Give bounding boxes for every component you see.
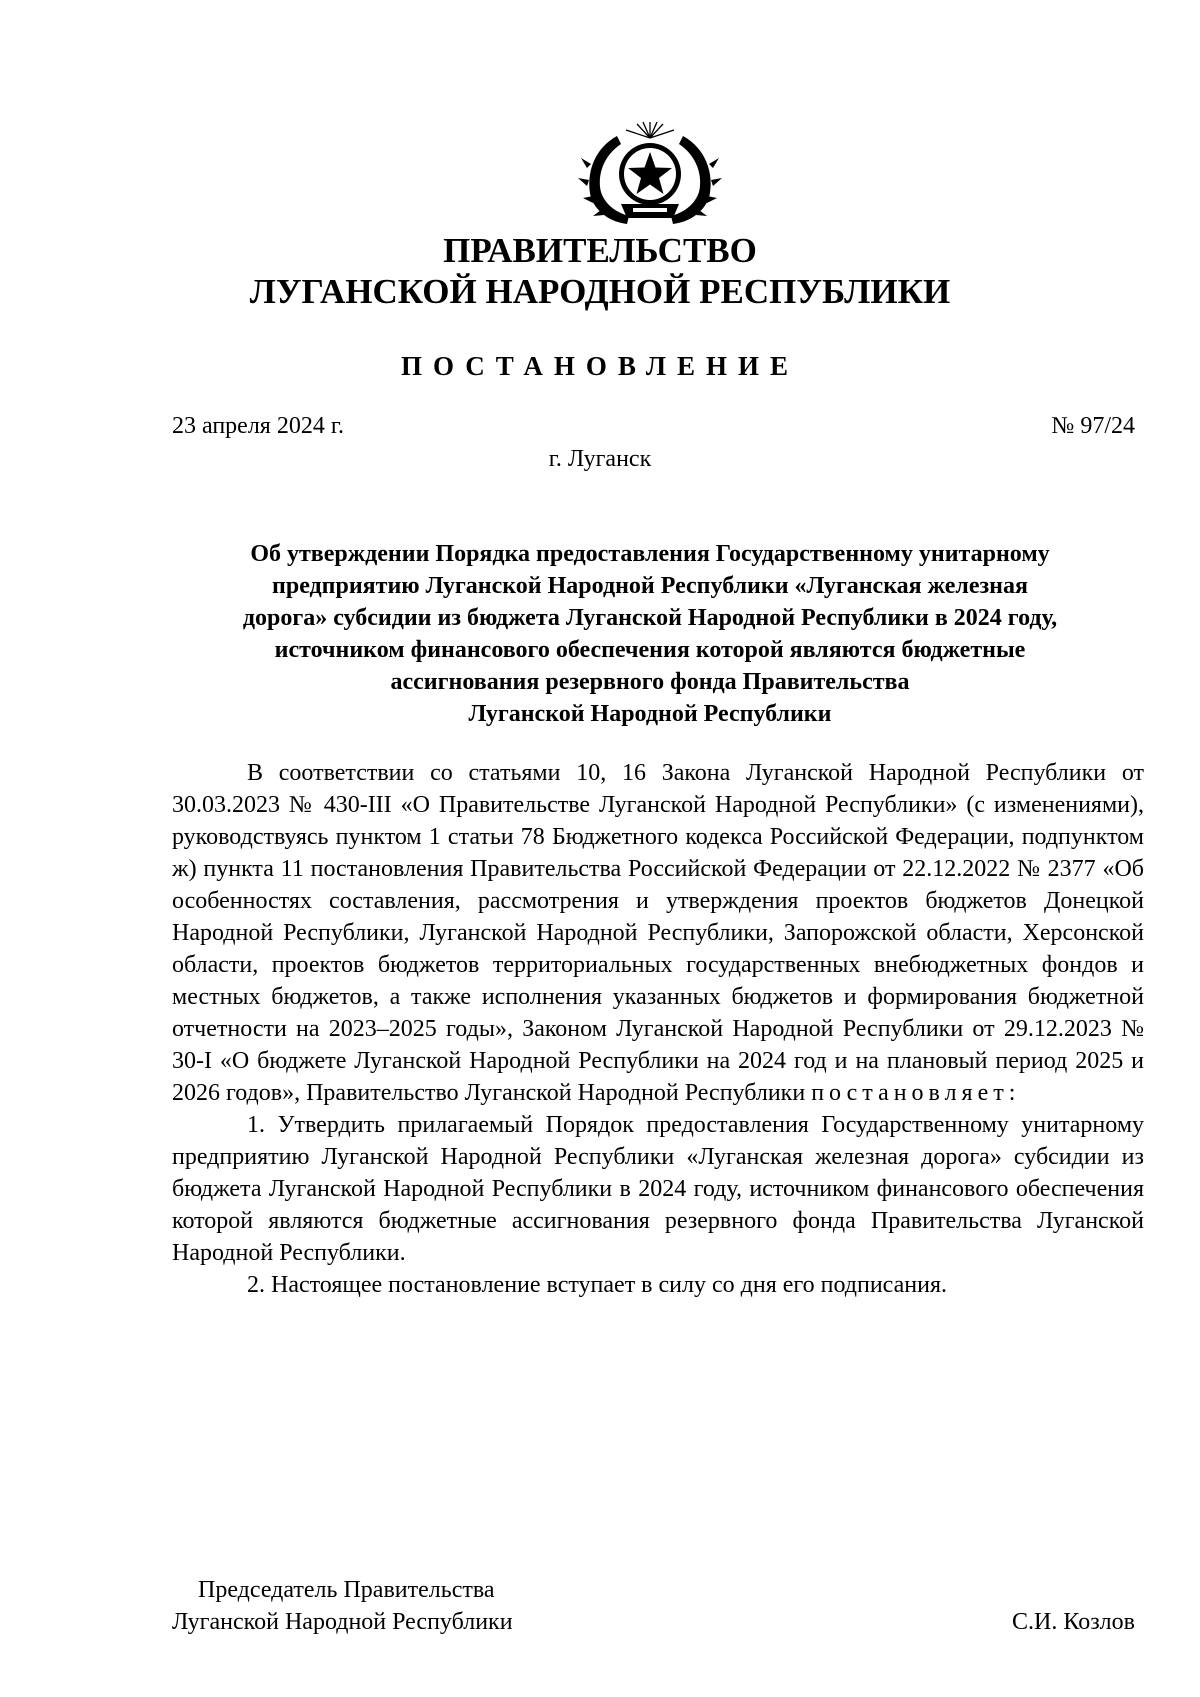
subject-line: источником финансового обеспечения которой являются бюджетные (274, 637, 1026, 663)
preamble-paragraph (172, 757, 1144, 1109)
signatory-position (172, 1574, 513, 1638)
subject-line: ассигнования резервного фонда Правительства (390, 669, 910, 695)
item-1-paragraph: 1. Утвердить прилагаемый Порядок предоставления Государственному унитарному предприятию Луганской Народной Республики «Луганская железная дорога» субсидии из бюджета Луганской Народной Республики в 2024 году, источником финансового обеспечения которой являются бюджетные ассигнования резервного фонда Правительства Луганской Народной Республики. (172, 1112, 1144, 1266)
subject-line: дорога» субсидии из бюджета Луганской Народной Республики в 2024 году, (242, 605, 1058, 631)
subject-line: Луганской Народной Республики (468, 701, 832, 727)
coat-of-arms-icon (577, 118, 723, 228)
position-line: Луганской Народной Республики (172, 1609, 513, 1635)
document-date: 23 апреля 2024 г. (172, 413, 344, 439)
document-body (172, 757, 1144, 1301)
government-title: ПРАВИТЕЛЬСТВО (443, 231, 757, 270)
preamble-text: В соответствии со статьями 10, 16 Закона Луганской Народной Республики от 30.03.2023 № 430-III «О Правительстве Луганской Народной Республики» (с изменениями), руководствуясь пунктом 1 статьи 78 Бюджетного кодекса Российской Федерации, подпунктом ж) пункта 11 постановления Правительства Российской Федерации от 22.12.2022 № 2377 «Об особенностях составления, рассмотрения и утверждения проектов бюджетов Донецкой Народной Республики, Луганской Народной Республики, Запорожской области, Херсонской области, проектов бюджетов территориальных государственных внебюджетных фондов и местных бюджетов, а также исполнения указанных бюджетов и формирования бюджетной отчетности на 2023–2025 годы», Законом Луганской Народной Республики от 29.12.2023 № 30-I «О бюджете Луганской Народной Республики на 2024 год и на плановый период 2025 и 2026 годов», Правительство Луганской Народной Республики (172, 760, 1144, 1106)
position-line: Председатель Правительства (198, 1577, 495, 1603)
government-title-republic: ЛУГАНСКОЙ НАРОДНОЙ РЕСПУБЛИКИ (249, 272, 951, 311)
subject-line: Об утверждении Порядка предоставления Государственному унитарному (250, 541, 1050, 567)
signatory-name: С.И. Козлов (1012, 1609, 1135, 1635)
document-city: г. Луганск (548, 446, 652, 472)
document-type: ПОСТАНОВЛЕНИЕ (400, 351, 800, 381)
decree-word: постановляет: (811, 1080, 1021, 1106)
item-2-paragraph: 2. Настоящее постановление вступает в силу со дня его подписания. (247, 1272, 948, 1298)
document-number: № 97/24 (1051, 413, 1135, 439)
subject-line: предприятию Луганской Народной Республики «Луганская железная (272, 573, 1028, 599)
document-subject (160, 538, 1140, 730)
